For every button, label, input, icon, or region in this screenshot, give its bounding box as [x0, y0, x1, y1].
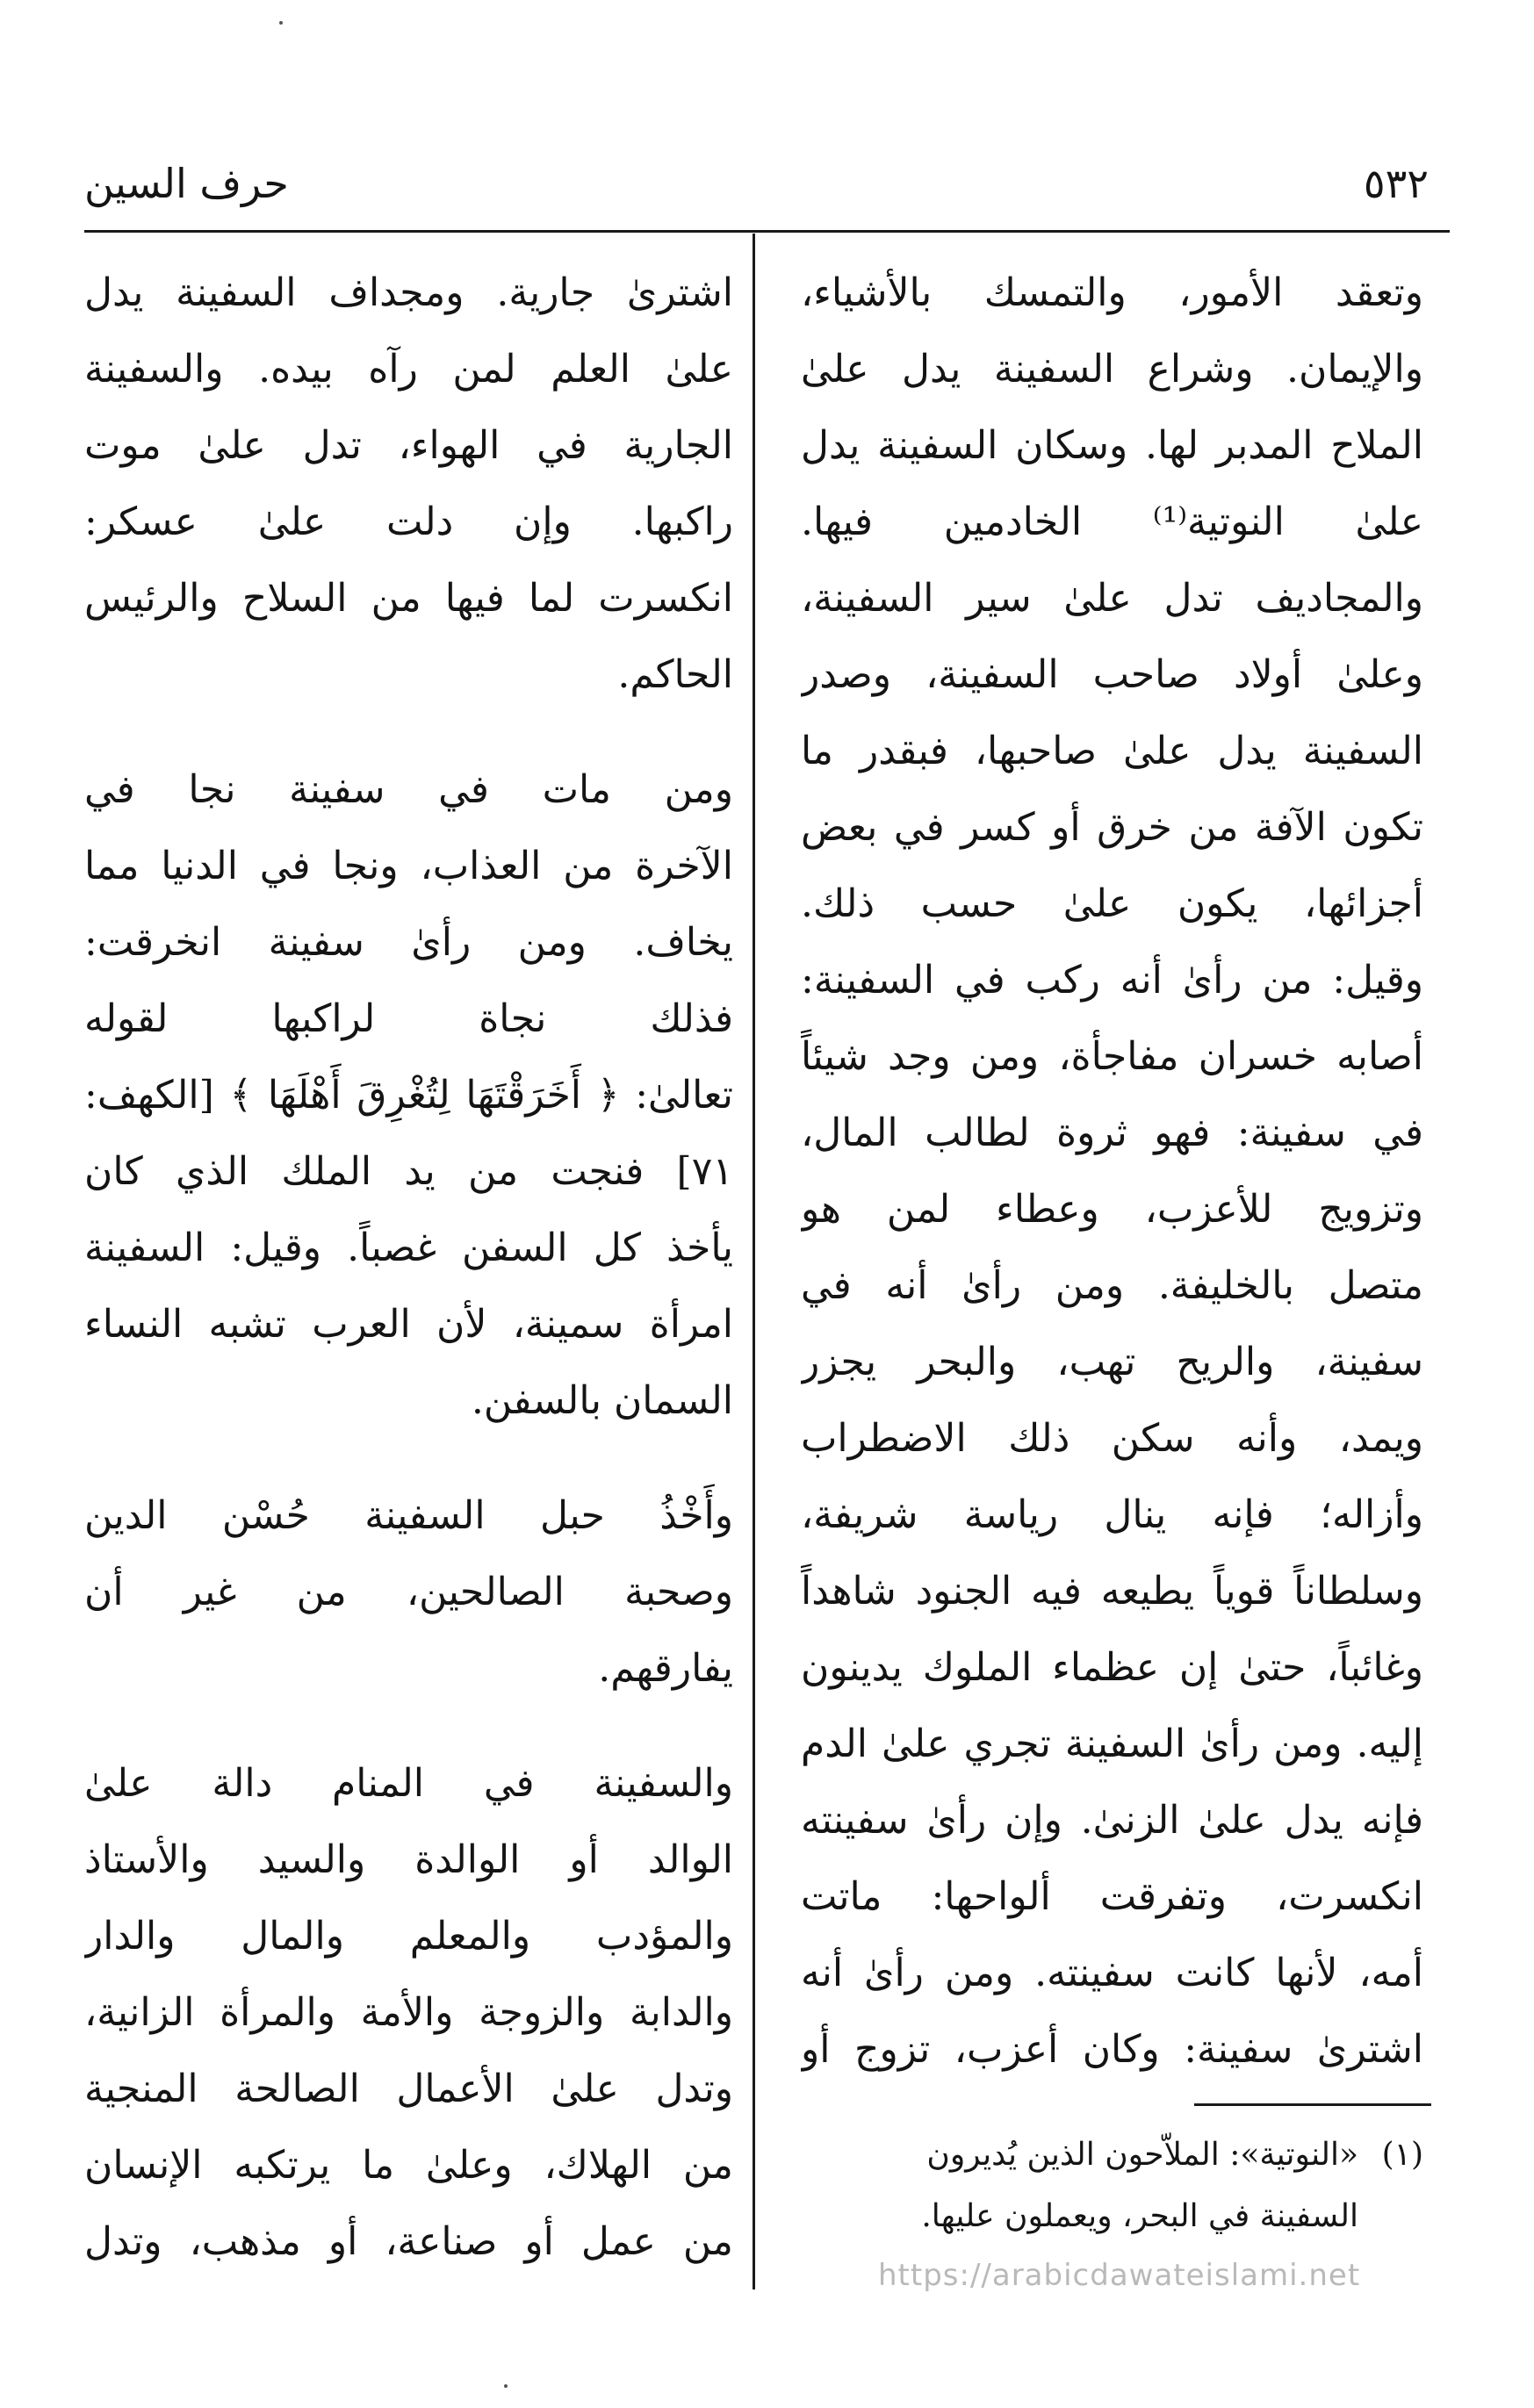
- watermark-url: https://arabicdawateislami.net: [878, 2258, 1361, 2293]
- text-line: الآخرة من العذاب، ونجا في الدنيا مما: [84, 844, 733, 888]
- footnote-text: «النوتية»: الملاّحون الذين يُديرون: [926, 2137, 1358, 2173]
- text-line: وغائباً، حتىٰ إن عظماء الملوك يدينون: [801, 1645, 1423, 1690]
- scan-speck: [279, 21, 283, 25]
- text-line: والمجاديف تدل علىٰ سير السفينة،: [801, 576, 1423, 621]
- text-line: الحاكم.: [617, 652, 733, 697]
- text-line: انكسرت لما فيها من السلاح والرئيس: [84, 576, 733, 621]
- footnote-text: السفينة في البحر، ويعملون عليها.: [921, 2198, 1358, 2234]
- footnote-rule: [1194, 2103, 1431, 2106]
- column-divider: [753, 234, 755, 2289]
- paragraph-2: [84, 751, 733, 1439]
- text-line: وسلطاناً قوياً يطيعه فيه الجنود شاهداً: [801, 1569, 1423, 1614]
- text-line: اشترىٰ سفينة: وكان أعزب، تزوج أو: [801, 2027, 1423, 2072]
- text-line: يخاف. ومن رأىٰ سفينة انخرقت:: [84, 920, 733, 965]
- text-line: إليه. ومن رأىٰ السفينة تجري علىٰ الدم: [801, 1722, 1423, 1766]
- text-line: ويمد، وأنه سكن ذلك الاضطراب: [801, 1416, 1423, 1461]
- text-line: السفينة يدل علىٰ صاحبها، فبقدر ما: [801, 729, 1423, 773]
- paragraph-gap: [84, 1707, 733, 1745]
- paragraph-3: [84, 1477, 733, 1707]
- page-number: ٥٣٢: [1363, 160, 1429, 207]
- paragraph-gap: [84, 713, 733, 751]
- text-line: الملاح المدبر لها. وسكان السفينة يدل: [801, 423, 1423, 468]
- quran-verse-line: تعالىٰ: ﴿ أَخَرَقْتَهَا لِتُغْرِقَ أَهْلَهَا ﴾ [الكهف:: [84, 1073, 733, 1118]
- text-line: فإنه يدل علىٰ الزنىٰ. وإن رأىٰ سفينته: [801, 1798, 1423, 1843]
- running-header-title: حرف السين: [84, 160, 289, 207]
- left-column: [84, 255, 733, 2280]
- text-line: السمان بالسفن.: [471, 1378, 733, 1423]
- text-line: سفينة، والريح تهب، والبحر يجزر: [801, 1340, 1423, 1384]
- paragraph-1: [84, 255, 733, 713]
- text-line: راكبها. وإن دلت علىٰ عسكر:: [84, 500, 733, 544]
- footnote: [801, 2124, 1423, 2247]
- paragraph-4: [84, 1745, 733, 2280]
- text-line: يفارقهم.: [598, 1646, 733, 1691]
- text-line: من الهلاك، وعلىٰ ما يرتكبه الإنسان: [84, 2143, 733, 2188]
- text-line: وتدل علىٰ الأعمال الصالحة المنجية: [84, 2067, 733, 2111]
- text-line: وقيل: من رأىٰ أنه ركب في السفينة:: [801, 958, 1423, 1003]
- text-line: والمؤدب والمعلم والمال والدار: [84, 1914, 733, 1959]
- text-line: اشترىٰ جارية. ومجداف السفينة يدل: [84, 270, 733, 315]
- text-line: والدابة والزوجة والأمة والمرأة الزانية،: [84, 1990, 733, 2035]
- text-line: وعلىٰ أولاد صاحب السفينة، وصدر: [801, 652, 1423, 697]
- text-line: يأخذ كل السفن غصباً. وقيل: السفينة: [84, 1226, 733, 1270]
- text-line: علىٰ العلم لمن رآه بيده. والسفينة: [84, 347, 733, 392]
- text-line: والسفينة في المنام دالة علىٰ: [84, 1761, 733, 1806]
- footnote-line-1: [801, 2124, 1423, 2186]
- footnote-line-2: [801, 2186, 1423, 2247]
- paragraph-gap: [84, 1439, 733, 1477]
- text-line: الوالد أو الوالدة والسيد والأستاذ: [84, 1837, 733, 1882]
- text-line: فذلك نجاة لراكبها لقوله: [84, 996, 733, 1041]
- text-line: والإيمان. وشراع السفينة يدل علىٰ: [801, 347, 1423, 392]
- text-line: علىٰ النوتية⁽¹⁾ الخادمين فيها.: [801, 500, 1423, 544]
- text-line: وتعقد الأمور، والتمسك بالأشياء،: [801, 270, 1423, 315]
- text-line: تكون الآفة من خرق أو كسر في بعض: [801, 805, 1423, 850]
- text-line: انكسرت، وتفرقت ألواحها: ماتت: [801, 1874, 1423, 1919]
- header-rule: [84, 230, 1450, 233]
- text-line: من عمل أو صناعة، أو مذهب، وتدل: [84, 2219, 733, 2264]
- scan-speck: [504, 2384, 508, 2388]
- text-line: وأزاله؛ فإنه ينال رياسة شريفة،: [801, 1492, 1423, 1537]
- text-line: امرأة سمينة، لأن العرب تشبه النساء: [84, 1302, 733, 1347]
- text-line: أمه، لأنها كانت سفينته. ومن رأىٰ أنه: [801, 1951, 1423, 1995]
- text-line: في سفينة: فهو ثروة لطالب المال،: [801, 1111, 1423, 1155]
- right-column: [801, 255, 1423, 2088]
- text-line: أجزائها، يكون علىٰ حسب ذلك.: [801, 881, 1423, 926]
- text-line: متصل بالخليفة. ومن رأىٰ أنه في: [801, 1263, 1423, 1308]
- text-line: الجارية في الهواء، تدل علىٰ موت: [84, 423, 733, 468]
- text-line: وصحبة الصالحين، من غير أن: [84, 1570, 733, 1614]
- text-line: ومن مات في سفينة نجا في: [84, 767, 733, 812]
- footnote-number: (١): [1381, 2137, 1423, 2173]
- text-line: وتزويج للأعزب، وعطاء لمن هو: [801, 1187, 1423, 1232]
- text-line: ٧١] فنجت من يد الملك الذي كان: [84, 1149, 733, 1194]
- text-line: أصابه خسران مفاجأة، ومن وجد شيئاً: [801, 1034, 1423, 1079]
- text-line: وأَخْذُ حبل السفينة حُسْن الدين: [84, 1493, 733, 1538]
